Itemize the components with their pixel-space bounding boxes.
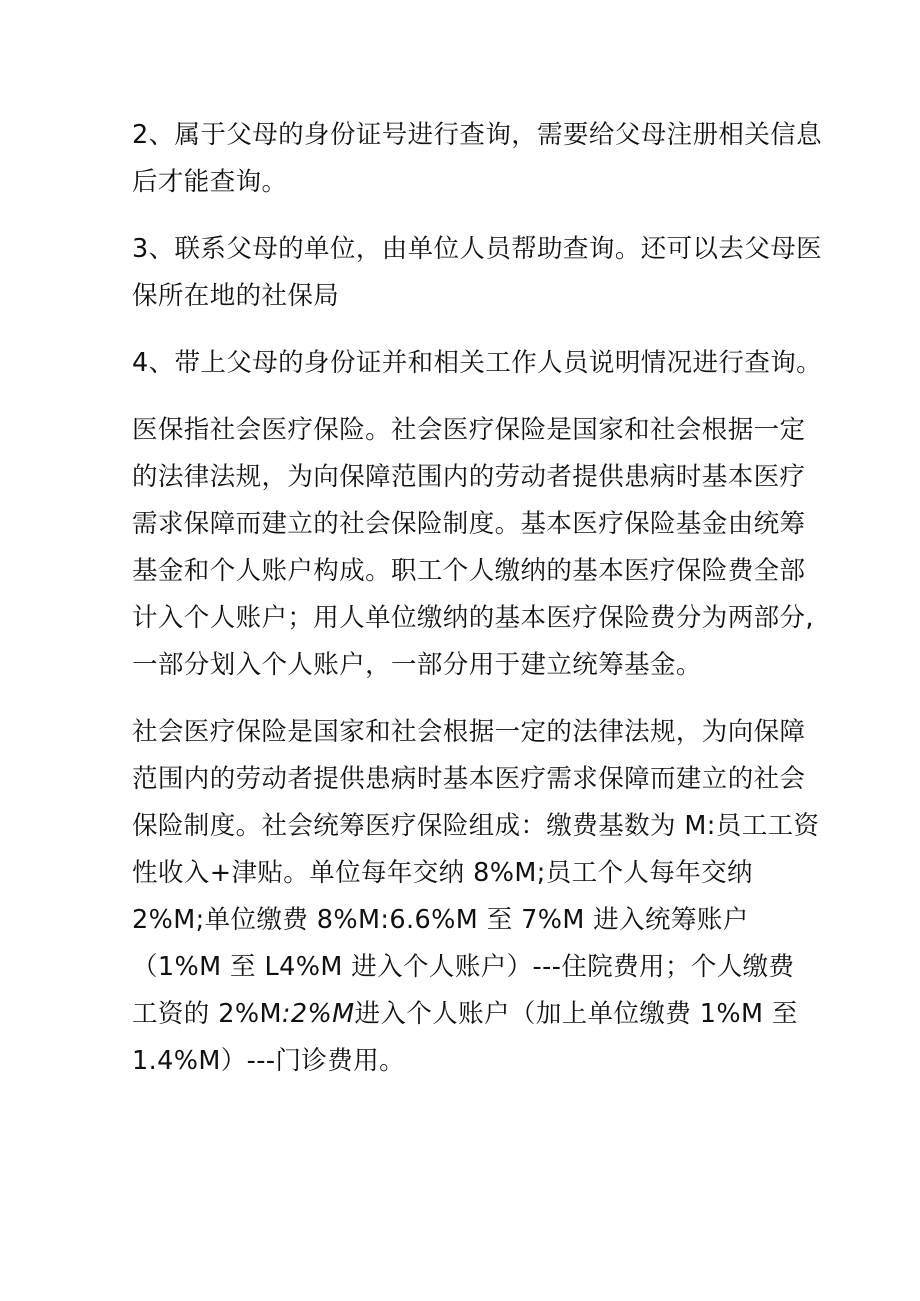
- text-segment: 工资的 2%M: [132, 999, 282, 1029]
- text-line: 保所在地的社保局: [132, 281, 340, 311]
- text-line: 需求保障而建立的社会保险制度。基本医疗保险基金由统筹: [132, 509, 806, 539]
- text-line: 社会医疗保险是国家和社会根据一定的法律法规，为向保障: [132, 717, 806, 747]
- paragraph-medical-insurance-definition: [132, 407, 814, 689]
- text-line: 保险制度。社会统筹医疗保险组成：缴费基数为 M:员工工资: [132, 811, 820, 841]
- text-line: 的法律法规，为向保障范围内的劳动者提供患病时基本医疗: [132, 462, 806, 492]
- text-line: （1%M 至 L4%M 进入个人账户）---住院费用；个人缴费: [132, 952, 795, 982]
- text-line: 4、带上父母的身份证并和相关工作人员说明情况进行查询。: [132, 348, 823, 378]
- text-line: 一部分划入个人账户，一部分用于建立统筹基金。: [132, 650, 702, 680]
- text-line: 范围内的劳动者提供患病时基本医疗需求保障而建立的社会: [132, 764, 806, 794]
- text-line: 2、属于父母的身份证号进行查询，需要给父母注册相关信息: [132, 120, 823, 150]
- paragraph-item-3: [132, 226, 823, 320]
- text-line: 3、联系父母的单位，由单位人员帮助查询。还可以去父母医: [132, 234, 823, 264]
- text-line: 计入个人账户；用人单位缴纳的基本医疗保险费分为两部分,: [132, 603, 814, 633]
- document-body: [132, 112, 823, 1105]
- text-line: 性收入+津贴。单位每年交纳 8%M;员工个人每年交纳: [132, 858, 753, 888]
- text-line-mixed: [132, 991, 798, 1038]
- text-line: 医保指社会医疗保险。社会医疗保险是国家和社会根据一定: [132, 415, 806, 445]
- text-line: 后才能查询。: [132, 167, 288, 197]
- italic-text-segment: :2%M: [281, 999, 355, 1029]
- paragraph-item-2: [132, 112, 823, 206]
- paragraph-item-4: [132, 340, 823, 387]
- text-segment: 进入个人账户（加上单位缴费 1%M 至: [354, 999, 798, 1029]
- text-line: 2%M;单位缴费 8%M:6.6%M 至 7%M 进入统筹账户: [132, 905, 749, 935]
- text-line: 基金和个人账户构成。职工个人缴纳的基本医疗保险费全部: [132, 556, 806, 586]
- text-line: 1.4%M）---门诊费用。: [132, 1046, 405, 1076]
- paragraph-social-pooling-composition: [132, 709, 820, 1085]
